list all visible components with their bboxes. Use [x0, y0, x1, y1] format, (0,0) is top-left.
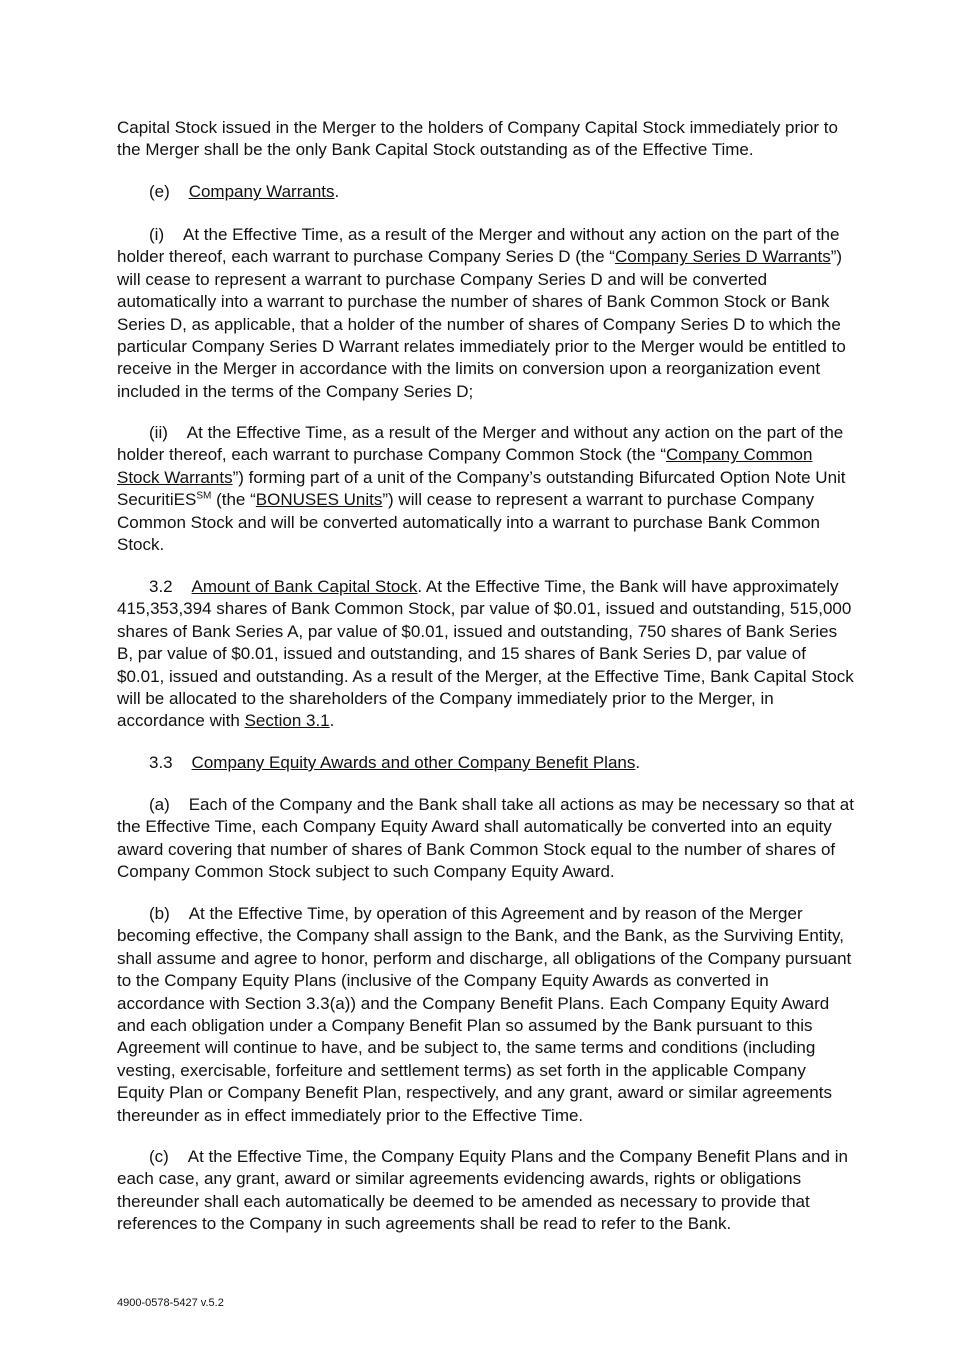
- service-mark: SM: [196, 490, 212, 502]
- section-e-heading: (e) Company Warrants.: [149, 182, 340, 201]
- clause-ii: (ii) At the Effective Time, as a result of the Merger and without any action on the part of the holder thereof, each warrant to purchase Company Common Stock (the “Company Common Stock Warrants”) forming part of a unit of the Company’s outstanding Bifurcated Option Note Unit SecuritiES℠ (the “BONUSES Units”) will cease to represent a warrant to purchase Company Common Stock and will be converted automatically into a warrant to purchase Bank Common Stock.: [117, 423, 846, 555]
- section-3-3-heading: 3.3 Company Equity Awards and other Company Benefit Plans.: [149, 753, 641, 772]
- clause-i: (i) At the Effective Time, as a result of the Merger and without any action on the part of the holder thereof, each warrant to purchase Company Series D (the “Company Series D Warrants”) will cease to represent a warrant to purchase Company Series D and will be converted automatically into a warrant to purchase the number of shares of Bank Common Stock or Bank Series D, as applicable, that a holder of the number of shares of Company Series D to which the particular Company Series D Warrant relates immediately prior to the Merger would be entitled to receive in the Merger in accordance with the limits on conversion upon a reorganization event included in the terms of the Company Series D;: [117, 225, 846, 401]
- section-3-1-reference: Section 3.1: [244, 711, 330, 731]
- section-3-3-label: 3.3: [149, 753, 173, 772]
- section-e-label: (e): [149, 182, 170, 201]
- clause-a-label: (a): [149, 795, 170, 814]
- paragraph-continuation: Capital Stock issued in the Merger to the holders of Company Capital Stock immediately prior to the Merger shall be the only Bank Capital Stock outstanding as of the Effective Time.: [117, 118, 838, 160]
- footer-document-id: 4900-0578-5427 v.5.2: [117, 1297, 224, 1309]
- clause-a: (a) Each of the Company and the Bank shall take all actions as may be necessary so that at the Effective Time, each Company Equity Award shall automatically be converted into an equity award covering that number of shares of Bank Common Stock equal to the number of shares of Company Common Stock subject to such Company Equity Award.: [117, 795, 854, 882]
- clause-i-label: (i): [149, 225, 165, 244]
- section-3-3-title: Company Equity Awards and other Company Benefit Plans: [191, 753, 636, 772]
- clause-b: (b) At the Effective Time, by operation of this Agreement and by reason of the Merger becoming effective, the Company shall assign to the Bank, and the Bank, as the Surviving Entity, shall assume and agree to honor, perform and discharge, all obligations of the Company pursuant to the Company Equity Plans (inclusive of the Company Equity Awards as converted in accordance with Section 3.3(a)) and the Company Benefit Plans. Each Company Equity Award and each obligation under a Company Benefit Plan so assumed by the Bank pursuant to this Agreement will continue to have, and be subject to, the same terms and conditions (including vesting, exercisable, forfeiture and settlement terms) as set forth in the applicable Company Equity Plan or Company Benefit Plan, respectively, and any grant, award or similar agreements thereunder as in effect immediately prior to the Effective Time.: [117, 904, 852, 1125]
- clause-c: (c) At the Effective Time, the Company Equity Plans and the Company Benefit Plans and in each case, any grant, award or similar agreements evidencing awards, rights or obligations thereunder shall each automatically be deemed to be amended as necessary to provide that references to the Company in such agreements shall be read to refer to the Bank.: [117, 1147, 848, 1234]
- section-3-2: 3.2 Amount of Bank Capital Stock. At the Effective Time, the Bank will have approximately 415,353,394 shares of Bank Common Stock, par value of $0.01, issued and outstanding, 515,000 shares of Bank Series A, par value of $0.01, issued and outstanding, 750 shares of Bank Series B, par value of $0.01, issued and outstanding, and 15 shares of Bank Series D, par value of $0.01, issued and outstanding. As a result of the Merger, at the Effective Time, Bank Capital Stock will be allocated to the shareholders of the Company immediately prior to the Merger, in accordance with Section 3.1.: [117, 577, 854, 731]
- defined-term-series-d-warrants: Company Series D Warrants: [614, 247, 831, 267]
- section-e-title: Company Warrants: [188, 182, 335, 201]
- clause-b-label: (b): [149, 904, 170, 923]
- defined-term-common-stock-warrants: Company Common Stock Warrants: [117, 445, 813, 487]
- section-3-2-title: Amount of Bank Capital Stock: [191, 577, 418, 596]
- section-3-2-label: 3.2: [149, 577, 173, 596]
- clause-ii-label: (ii): [149, 423, 168, 442]
- clause-c-label: (c): [149, 1147, 169, 1166]
- defined-term-bonuses-units: BONUSES Units: [255, 490, 383, 510]
